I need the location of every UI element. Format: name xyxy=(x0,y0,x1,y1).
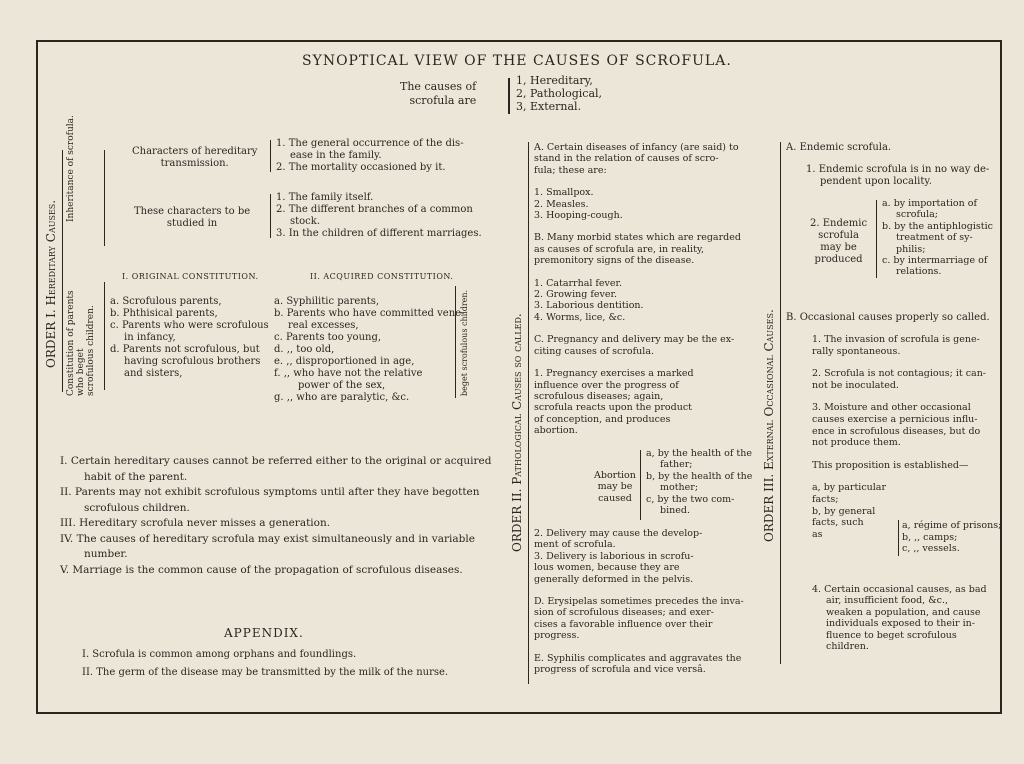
text-line: cises a favorable influence over their xyxy=(534,618,713,630)
text-line: influence over the progress of xyxy=(534,379,679,391)
text-line: 2. Scrofula is not contagious; it can- xyxy=(812,368,987,380)
causes-brace xyxy=(508,78,510,114)
text-line: a, by particular xyxy=(812,482,886,494)
text-line xyxy=(534,176,741,187)
text-line: C. Pregnancy and delivery may be the ex- xyxy=(534,334,735,346)
page-title: SYNOPTICAL VIEW OF THE CAUSES OF SCROFULA. xyxy=(302,53,732,69)
text-line xyxy=(534,357,741,368)
order3-brace xyxy=(780,142,781,664)
order2-text xyxy=(534,142,741,437)
text-line: facts; xyxy=(812,493,839,505)
original-items: a. Scrofulous parents, b. Phthisical parents, c. Parents who were scrofulous in infancy, d. Parents not scrofulous, but having scrofulous brothers and sisters, xyxy=(110,296,269,379)
text-line: scrofula reacts upon the product xyxy=(534,402,692,414)
text-line: scrofulous diseases; again, xyxy=(534,390,664,402)
endemic-heading: A. Endemic scrofula. xyxy=(786,142,892,153)
text-line: 3. Laborious dentition. xyxy=(534,300,644,312)
text-line: 4. Worms, lice, &c. xyxy=(534,311,626,323)
occasional-point-4: 4. Certain occasional causes, as bad air, insufficient food, &c., weaken a population, and cause individuals exposed to their in- fluence to beget scrofulous children. xyxy=(812,584,987,653)
text-line: facts, such xyxy=(812,517,864,529)
text-line: 2. Growing fever. xyxy=(534,289,617,301)
acquired-brace xyxy=(455,286,456,398)
text-line: progress of scrofula and vice versâ. xyxy=(534,664,706,676)
studied-items: 1. The family itself. 2. The different branches of a common stock. 3. In the children of different marriages. xyxy=(276,192,482,239)
inheritance-label: Inheritance of scrofula. xyxy=(66,115,76,222)
propositions: I. Certain hereditary causes cannot be referred either to the original or acquired habit of the parent. II. Parents may not exhibit scrofulous symptoms until after they have begotten scrofulous children. III. Hereditary scrofula never misses a generation. IV. The causes of hereditary scrofula may exist simultaneously and in variable number. V. Marriage is the common cause of the propagation of scrofulous diseases. xyxy=(60,455,492,576)
text-line: 3. Delivery is laborious in scrofu- xyxy=(534,550,694,562)
endemic-point-2-label: 2. Endemic scrofula may be produced xyxy=(810,218,868,265)
studied-label: These characters to be studied in xyxy=(134,206,251,229)
abortion-items: a, by the health of the father; b, by the health of the mother; c, by the two com- bined. xyxy=(646,448,753,517)
text-line: stand in the relation of causes of scro- xyxy=(534,153,719,165)
abortion-label: Abortion may be caused xyxy=(594,470,636,504)
text-line xyxy=(812,391,986,402)
order3-label: ORDER III. External Occasional Causes. xyxy=(762,309,776,542)
text-line: E. Syphilis complicates and aggravates the xyxy=(534,652,742,664)
acquired-heading: II. ACQUIRED CONSTITUTION. xyxy=(310,272,454,281)
text-line: 1. Pregnancy exercises a marked xyxy=(534,368,694,380)
text-line: sion of scrofulous diseases; and exer- xyxy=(534,607,714,619)
occasional-text xyxy=(812,334,986,540)
text-line: causes exercise a pernicious influ- xyxy=(812,413,978,425)
text-line: This proposition is established— xyxy=(812,459,969,471)
constitution-label: Constitution of parents who beget scrofulous children. xyxy=(66,290,96,396)
text-line xyxy=(534,323,741,334)
text-line: 2. Measles. xyxy=(534,198,589,210)
studied-brace xyxy=(270,194,271,238)
inheritance-brace xyxy=(104,150,105,246)
text-line: 1. The invasion of scrofula is gene- xyxy=(812,334,980,345)
characters-brace xyxy=(270,140,271,172)
text-line: premonitory signs of the disease. xyxy=(534,255,695,267)
constitution-brace xyxy=(104,282,105,390)
order2-text-cont xyxy=(534,528,744,675)
order1-brace xyxy=(62,150,63,392)
beget-label: beget scrofulous children. xyxy=(460,289,469,396)
text-line xyxy=(534,267,741,278)
text-line: not be inoculated. xyxy=(812,379,899,391)
text-line: as causes of scrofula are, in reality, xyxy=(534,243,705,255)
text-line: 1. Smallpox. xyxy=(534,187,594,199)
text-line: lous women, because they are xyxy=(534,562,680,574)
text-line: citing causes of scrofula. xyxy=(534,345,654,357)
text-line xyxy=(534,642,744,653)
text-line: ence in scrofulous diseases, but do xyxy=(812,425,981,437)
endemic-brace xyxy=(876,200,877,278)
text-line: B. Many morbid states which are regarded xyxy=(534,232,741,244)
endemic-point-1: 1. Endemic scrofula is in no way de- pendent upon locality. xyxy=(806,164,990,187)
text-line xyxy=(534,585,744,596)
general-brace xyxy=(898,520,899,556)
order2-brace xyxy=(528,142,529,684)
text-line: progress. xyxy=(534,630,580,642)
original-heading: I. ORIGINAL CONSTITUTION. xyxy=(122,272,259,281)
text-line xyxy=(812,449,986,460)
endemic-items: a. by importation of scrofula; b. by the antiphlogistic treatment of sy- philis; c. by intermarriage of relations. xyxy=(882,198,993,278)
general-items: a, régime of prisons; b, ,, camps; c, ,, vessels. xyxy=(902,520,1002,555)
text-line: 1. Catarrhal fever. xyxy=(534,277,623,289)
acquired-items: a. Syphilitic parents, b. Parents who have committed vene- real excesses, c. Parents too young, d. ,, too old, e. ,, disproportioned in age, f. ,, who have not the relative power of the sex, g. ,, who are paralytic, &c. xyxy=(274,296,465,403)
text-line: abortion. xyxy=(534,425,578,437)
text-line: fula; these are: xyxy=(534,164,607,176)
text-line: as xyxy=(812,528,823,540)
text-line: of conception, and produces xyxy=(534,413,671,425)
causes-list: 1, Hereditary, 2, Pathological, 3, External. xyxy=(516,74,603,113)
text-line xyxy=(812,357,986,368)
text-line xyxy=(812,471,986,482)
text-line: 2. Delivery may cause the develop- xyxy=(534,528,703,539)
order2-label: ORDER II. Pathological Causes so called. xyxy=(510,313,524,552)
appendix-items: I. Scrofula is common among orphans and foundlings. II. The germ of the disease may be transmitted by the milk of the nurse. xyxy=(82,649,449,678)
characters-label: Characters of hereditary transmission. xyxy=(132,146,258,169)
characters-items: 1. The general occurrence of the dis- ease in the family. 2. The mortality occasioned by it. xyxy=(276,138,464,173)
text-line: b, by general xyxy=(812,505,876,517)
text-line: not produce them. xyxy=(812,437,901,449)
text-line: ment of scrofula. xyxy=(534,539,616,551)
text-line: generally deformed in the pelvis. xyxy=(534,573,694,585)
appendix-heading: APPENDIX. xyxy=(224,626,304,640)
text-line: rally spontaneous. xyxy=(812,345,901,357)
text-line xyxy=(534,221,741,232)
occasional-heading: B. Occasional causes properly so called. xyxy=(786,312,990,323)
text-line: D. Erysipelas sometimes precedes the inva- xyxy=(534,596,744,608)
text-line: 3. Hooping-cough. xyxy=(534,210,623,222)
text-line: 3. Moisture and other occasional xyxy=(812,402,971,414)
order1-label: ORDER I. Hereditary Causes. xyxy=(44,199,58,368)
causes-intro: The causes of scrofula are xyxy=(400,80,477,107)
text-line: A. Certain diseases of infancy (are said) to xyxy=(534,142,739,153)
abortion-brace xyxy=(640,450,641,520)
